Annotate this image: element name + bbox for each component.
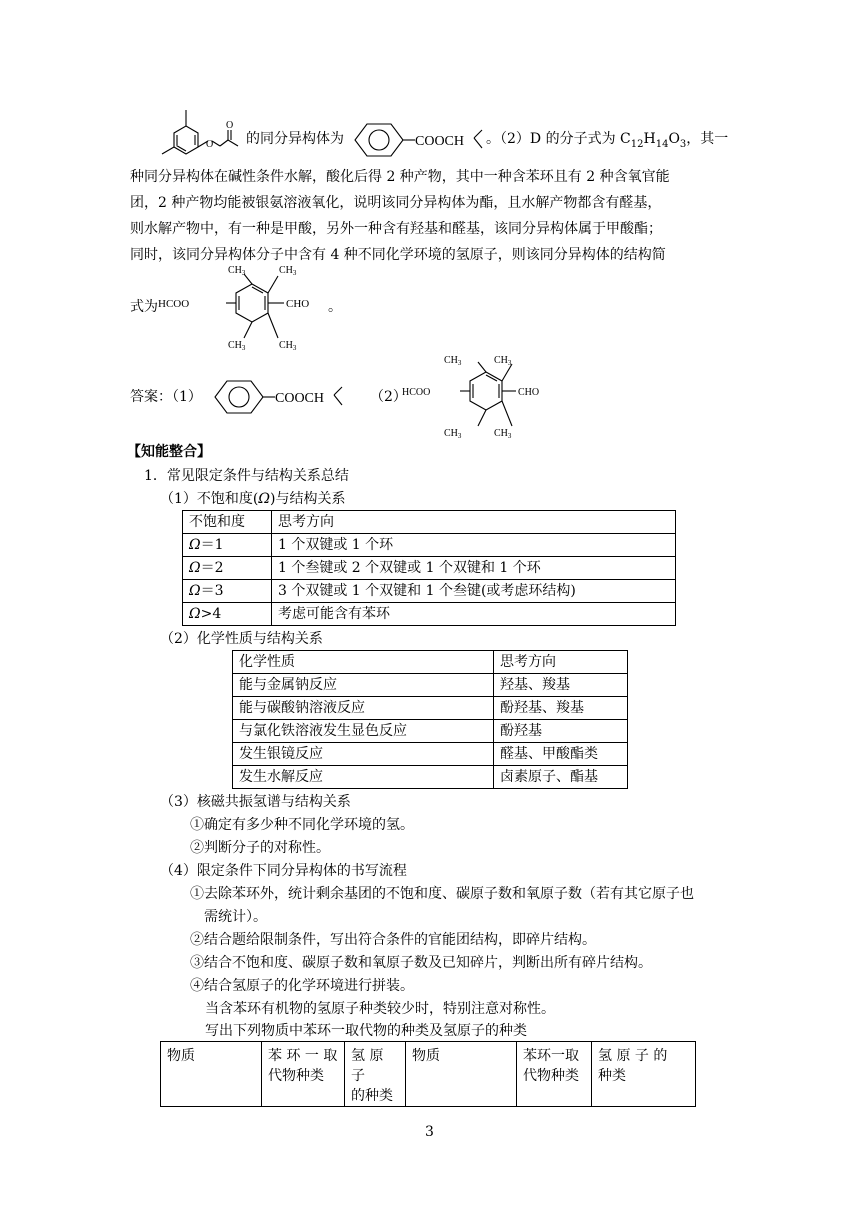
isomer-label: 的同分异构体为 [246,131,344,147]
table-cell: 化学性质 [233,651,494,674]
table-cell: 思考方向 [494,651,628,674]
table-row [233,766,628,789]
table-cell: Ω>4 [183,603,272,626]
svg-text:HCOO: HCOO [158,298,190,310]
table-cell: 羟基、羧基 [494,674,628,697]
table-cell: 与氯化铁溶液发生显色反应 [233,720,494,743]
answer-structure-1 [213,377,353,417]
chemical-property-table [232,650,628,789]
table-cell: 卤素原子、酯基 [494,766,628,789]
svg-text:CH3: $CH_3$ [494,428,512,440]
table-row [183,580,676,603]
flow-note-1: 当含苯环有机物的氢原子种类较少时，特别注意对称性。 [205,1001,555,1017]
table-row [233,651,628,674]
table-cell: 氢 原 子 的 种类 [592,1042,696,1107]
aryl-acetate-structure [158,106,246,168]
table-row [183,511,676,534]
table-cell: 酚羟基、羧基 [494,697,628,720]
svg-text:CH3: $CH_3$ [279,340,297,352]
substitution-table [160,1041,696,1107]
table-row [233,720,628,743]
table-cell: 考虑可能含有苯环 [272,603,676,626]
carbonyl-o-atom: O [226,120,234,131]
svg-text:CH3: $CH_3$ [228,265,246,277]
explanation-line-1: 种同分异构体在碱性条件水解，酸化后得 2 种产物，其中一种含苯环且有 2 种含氧官能 [130,169,670,185]
svg-text:CHO: CHO [518,387,540,398]
table-cell: 1 个双键或 1 个环 [272,534,676,557]
table-cell: 思考方向 [272,511,676,534]
table-cell: 氢 原 子 的种类 [345,1042,406,1107]
table-cell: 酚羟基 [494,720,628,743]
table-cell: 物质 [406,1042,517,1107]
table-row [161,1042,696,1107]
svg-text:CHO: CHO [286,298,310,310]
flow-item-3: ③结合不饱和度、碳原子数和氧原子数及已知碎片，判断出所有碎片结构。 [190,955,652,971]
table-cell: 发生银镜反应 [233,743,494,766]
table2-caption: （2）化学性质与结构关系 [160,631,323,647]
table-cell: Ω＝2 [183,557,272,580]
unsaturation-table [182,510,676,626]
ester-group-label: COOCH [415,134,465,149]
svg-text:CH3: $CH_3$ [444,355,462,367]
table-cell: 1 个叁键或 2 个双键或 1 个双键和 1 个环 [272,557,676,580]
flow-item-4: ④结合氢原子的化学环境进行拼装。 [190,978,414,994]
table-cell: Ω＝1 [183,534,272,557]
section-item-1: 1．常见限定条件与结构关系总结 [144,468,349,484]
table-row [183,557,676,580]
answer-structure-2 [402,350,592,442]
table-row [183,603,676,626]
formula-suffix: 。 [328,299,342,315]
section-title: 【知能整合】 [127,444,211,460]
table-cell: Ω＝3 [183,580,272,603]
table-cell: 能与碳酸钠溶液反应 [233,697,494,720]
nmr-item-2: ②判断分子的对称性。 [190,840,330,856]
table-cell: 不饱和度 [183,511,272,534]
flow-item-1b: 需统计）。 [204,909,267,925]
svg-text:CH3: $CH_3$ [494,355,512,367]
table-row [233,743,628,766]
flow-note-2: 写出下列物质中苯环一取代物的种类及氢原子的种类 [205,1023,527,1039]
flow-item-1a: ①去除苯环外，统计剩余基团的不饱和度、碳原子数和氧原子数（若有其它原子也 [190,886,694,902]
explanation-line-2: 团，2 种产物均能被银氨溶液氧化，说明该同分异构体为酯，且水解产物都含有醛基， [130,195,662,211]
tetramethyl-formate-structure-1 [158,262,348,354]
table-row [233,674,628,697]
table-row [233,697,628,720]
answer-part2-label: （2） [370,389,407,405]
svg-text:CH3: $CH_3$ [444,428,462,440]
nmr-item-1: ①确定有多少种不同化学环境的氢。 [190,817,414,833]
svg-text:CH3: $CH_3$ [279,265,297,277]
svg-text:COOCH: COOCH [275,391,325,406]
table-row [183,534,676,557]
table1-caption: （1）不饱和度(Ω)与结构关系 [160,491,346,507]
table-cell: 3 个双键或 1 个双键和 1 个叁键(或考虑环结构) [272,580,676,603]
ester-o-atom: O [206,139,214,150]
table-cell: 苯 环 一 取 代物种类 [262,1042,345,1107]
page-number: 3 [425,1124,434,1140]
svg-text:HCOO: HCOO [402,387,431,398]
table-cell: 苯环一取 代物种类 [517,1042,592,1107]
nmr-caption: （3）核磁共振氢谱与结构关系 [160,794,351,810]
table-cell: 物质 [161,1042,262,1107]
benzene-ester-structure [353,120,493,160]
formula-prefix: 式为 [130,299,158,315]
answer-label: 答案：（1） [130,389,202,405]
flow-caption: （4）限定条件下同分异构体的书写流程 [160,863,407,879]
table-cell: 醛基、甲酸酯类 [494,743,628,766]
explanation-line-3: 则水解产物中，有一种是甲酸，另外一种含有羟基和醛基，该同分异构体属于甲酸酯； [130,221,662,237]
flow-item-2: ②结合题给限制条件，写出符合条件的官能团结构，即碎片结构。 [190,932,596,948]
svg-text:CH3: $CH_3$ [228,340,246,352]
table-cell: 能与金属钠反应 [233,674,494,697]
formula-sentence: 。（2）D 的分子式为 $C_{12}H_{14}O_3$，其一 [486,131,729,150]
table-cell: 发生水解反应 [233,766,494,789]
explanation-line-4: 同时，该同分异构体分子中含有 4 种不同化学环境的氢原子，则该同分异构体的结构简 [130,247,666,263]
